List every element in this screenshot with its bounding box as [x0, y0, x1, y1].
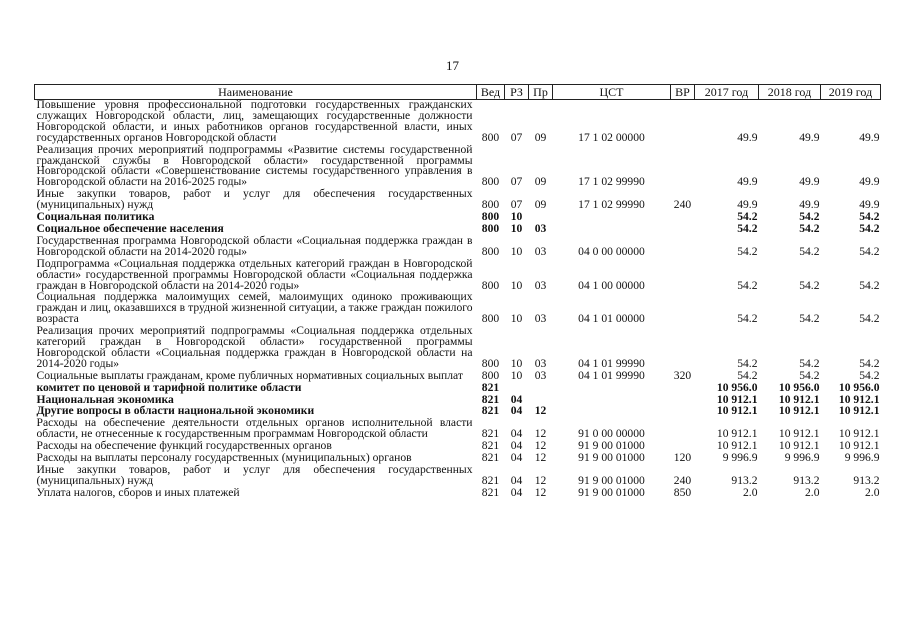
- row-vr: [671, 418, 695, 441]
- row-name: Подпрограмма «Социальная поддержка отдельных категорий граждан в Новгородской области» государственной программы Новгородской области «Социальная поддержка граждан в Новгородской области на 2014-2020 годы»: [36, 256, 473, 292]
- row-name: Социальная политика: [36, 210, 155, 224]
- row-pr: 03: [534, 356, 547, 370]
- row-2018: 2.0: [805, 485, 820, 499]
- header-ved: Вед: [477, 85, 505, 100]
- row-2019: 54.2: [859, 221, 880, 235]
- row-rz: 04: [510, 392, 523, 406]
- row-pr: 12: [534, 473, 547, 487]
- row-rz: 10: [510, 210, 523, 224]
- row-2017: 54.2: [737, 278, 758, 292]
- row-2017: 54.2: [737, 368, 758, 382]
- row-ved: 800: [481, 175, 500, 189]
- row-2019: 49.9: [859, 198, 880, 212]
- header-pr: Пр: [529, 85, 553, 100]
- row-rz: 10: [510, 356, 523, 370]
- row-2019: 2.0: [865, 485, 880, 499]
- row-2018: 9 996.9: [784, 451, 820, 465]
- row-ved: 821: [481, 485, 500, 499]
- row-pr: 12: [534, 485, 547, 499]
- row-name: Другие вопросы в области национальной экономики: [36, 404, 315, 418]
- row-ved: 800: [481, 210, 500, 224]
- table-row: [35, 189, 881, 212]
- row-ved: 800: [481, 130, 500, 144]
- row-pr: 03: [534, 312, 547, 326]
- row-2019: 49.9: [859, 130, 880, 144]
- row-vr: 240: [673, 473, 692, 487]
- row-name: Повышение уровня профессиональной подготовки государственных гражданских служащих Новгородской области, лиц, замещающих государственные должности Новгородской области, и иных работников органов государственной власти, иных государственных органов Новгородской области: [36, 98, 473, 144]
- row-cst: 91 9 00 01000: [578, 473, 645, 487]
- row-2018: 54.2: [799, 278, 820, 292]
- table-row: [35, 259, 881, 293]
- row-name: Иные закупки товаров, работ и услуг для обеспечения государственных (муниципальных) нужд: [36, 187, 473, 212]
- row-cst: 04 1 00 00000: [578, 278, 645, 292]
- budget-table: [34, 84, 881, 500]
- row-cst: 04 0 00 00000: [578, 244, 645, 258]
- row-rz: 10: [510, 244, 523, 258]
- table-row: [35, 145, 881, 190]
- row-ved: 800: [481, 356, 500, 370]
- row-rz: 10: [510, 278, 523, 292]
- row-cst: 91 9 00 01000: [578, 451, 645, 465]
- table-row: [35, 465, 881, 488]
- table-row: [35, 326, 881, 371]
- row-ved: 800: [481, 221, 500, 235]
- table-row: [35, 488, 881, 500]
- row-2019: 10 956.0: [838, 380, 880, 394]
- row-2019: 49.9: [859, 175, 880, 189]
- row-2018: 54.2: [799, 368, 820, 382]
- row-name: Расходы на обеспечение деятельности отдельных органов исполнительной власти области, не отнесенные к государственным программам Новгородской области: [36, 416, 473, 441]
- row-vr: 320: [673, 368, 692, 382]
- row-ved: 821: [481, 392, 500, 406]
- row-vr: [671, 145, 695, 190]
- row-cst: 91 9 00 01000: [578, 485, 645, 499]
- row-name: Расходы на обеспечение функций государственных органов: [36, 439, 332, 453]
- row-ved: 821: [481, 427, 500, 441]
- row-name: Социальное обеспечение населения: [36, 221, 224, 235]
- row-cst: [553, 212, 671, 224]
- row-2019: 913.2: [853, 473, 880, 487]
- row-2017: 2.0: [743, 485, 758, 499]
- row-2017: 54.2: [737, 221, 758, 235]
- table-row: [35, 236, 881, 259]
- row-2017: 10 912.1: [716, 439, 758, 453]
- row-vr: 850: [673, 485, 692, 499]
- row-pr: 12: [534, 404, 547, 418]
- row-2018: 10 912.1: [778, 392, 820, 406]
- table-row: [35, 418, 881, 441]
- row-ved: 821: [481, 404, 500, 418]
- row-cst: [553, 224, 671, 236]
- row-name: комитет по ценовой и тарифной политике области: [36, 380, 302, 394]
- row-pr: 09: [534, 175, 547, 189]
- row-ved: 821: [481, 380, 500, 394]
- row-vr: [671, 292, 695, 326]
- row-ved: 800: [481, 244, 500, 258]
- row-2018: 54.2: [799, 210, 820, 224]
- row-cst: 17 1 02 00000: [578, 130, 645, 144]
- row-cst: 17 1 02 99990: [578, 175, 645, 189]
- row-2019: 54.2: [859, 356, 880, 370]
- row-2019: 10 912.1: [838, 439, 880, 453]
- row-cst: 91 9 00 01000: [578, 439, 645, 453]
- row-2017: 9 996.9: [722, 451, 758, 465]
- row-name: Реализация прочих мероприятий подпрограммы «Развитие системы государственной гражданской службы в Новгородской области» государственной программы Новгородской области «Совершенствование системы государственного управления в Новгородской области на 2016-2025 годы»: [36, 142, 473, 189]
- row-rz: 04: [510, 485, 523, 499]
- row-pr: 09: [534, 130, 547, 144]
- row-ved: 821: [481, 439, 500, 453]
- row-2017: 54.2: [737, 312, 758, 326]
- row-2017: 913.2: [731, 473, 758, 487]
- row-cst: 17 1 02 99990: [578, 198, 645, 212]
- row-2018: 49.9: [799, 198, 820, 212]
- row-rz: 07: [510, 175, 523, 189]
- row-2019: 54.2: [859, 278, 880, 292]
- row-vr: [671, 406, 695, 418]
- row-2017: 49.9: [737, 130, 758, 144]
- row-rz: 10: [510, 368, 523, 382]
- row-pr: 12: [534, 427, 547, 441]
- row-vr: [671, 212, 695, 224]
- row-rz: 07: [510, 198, 523, 212]
- header-rz: РЗ: [505, 85, 529, 100]
- row-2019: 54.2: [859, 312, 880, 326]
- row-2017: 10 912.1: [716, 392, 758, 406]
- row-2019: 10 912.1: [838, 392, 880, 406]
- row-2017: 49.9: [737, 175, 758, 189]
- row-2017: 49.9: [737, 198, 758, 212]
- row-rz: 04: [510, 439, 523, 453]
- row-2017: 10 912.1: [716, 404, 758, 418]
- row-2019: 54.2: [859, 244, 880, 258]
- row-2019: 9 996.9: [844, 451, 880, 465]
- row-rz: 04: [510, 451, 523, 465]
- row-2018: 54.2: [799, 312, 820, 326]
- row-vr: [671, 383, 695, 395]
- row-name: Иные закупки товаров, работ и услуг для обеспечения государственных (муниципальных) нужд: [36, 463, 473, 487]
- row-2018: 10 912.1: [778, 404, 820, 418]
- row-pr: [529, 383, 553, 395]
- row-vr: [671, 259, 695, 293]
- row-2019: 54.2: [859, 210, 880, 224]
- row-2017: 54.2: [737, 356, 758, 370]
- header-2019: 2019 год: [821, 85, 881, 100]
- row-2017: 54.2: [737, 244, 758, 258]
- row-ved: 821: [481, 473, 500, 487]
- row-name: Социальная поддержка малоимущих семей, малоимущих одиноко проживающих граждан и лиц, оказавшихся в трудной жизненной ситуации, а также граждан пожилого возраста: [36, 290, 473, 326]
- row-2019: 54.2: [859, 368, 880, 382]
- row-pr: 03: [534, 221, 547, 235]
- row-cst: 91 0 00 00000: [578, 427, 645, 441]
- row-2019: 10 912.1: [838, 404, 880, 418]
- header-2018: 2018 год: [759, 85, 821, 100]
- row-rz: 04: [510, 427, 523, 441]
- row-2018: 54.2: [799, 356, 820, 370]
- row-cst: [553, 395, 671, 407]
- row-vr: [671, 100, 695, 145]
- row-pr: 12: [534, 451, 547, 465]
- row-rz: 04: [510, 473, 523, 487]
- row-rz: 07: [510, 130, 523, 144]
- row-name: Государственная программа Новгородской области «Социальная поддержка граждан в Новгородской области на 2014-2020 годы»: [36, 233, 473, 258]
- row-ved: 821: [481, 451, 500, 465]
- row-rz: 10: [510, 312, 523, 326]
- row-2018: 10 912.1: [778, 427, 820, 441]
- row-vr: [671, 224, 695, 236]
- row-2018: 10 956.0: [778, 380, 820, 394]
- row-2018: 54.2: [799, 221, 820, 235]
- row-name: Уплата налогов, сборов и иных платежей: [36, 485, 240, 499]
- row-2018: 10 912.1: [778, 439, 820, 453]
- row-2018: 913.2: [793, 473, 820, 487]
- row-ved: 800: [481, 368, 500, 382]
- row-ved: 800: [481, 198, 500, 212]
- row-rz: 04: [510, 404, 523, 418]
- table-row: [35, 292, 881, 326]
- row-ved: 800: [481, 312, 500, 326]
- header-2017: 2017 год: [695, 85, 759, 100]
- table-row: [35, 100, 881, 145]
- row-2018: 49.9: [799, 130, 820, 144]
- row-name: Реализация прочих мероприятий подпрограммы «Социальная поддержка отдельных категорий граждан в Новгородской области» государственной программы Новгородской области «Социальная поддержка граждан в Новгородской области на 2014-2020 годы»: [36, 324, 473, 370]
- row-vr: 240: [673, 198, 692, 212]
- row-cst: 04 1 01 00000: [578, 312, 645, 326]
- row-vr: [671, 236, 695, 259]
- row-pr: 12: [534, 439, 547, 453]
- page-number: 17: [446, 58, 459, 73]
- row-name: Национальная экономика: [36, 392, 174, 406]
- row-2019: 10 912.1: [838, 427, 880, 441]
- row-vr: [671, 326, 695, 371]
- row-2017: 54.2: [737, 210, 758, 224]
- header-cst: ЦСТ: [553, 85, 671, 100]
- header-name: Наименование: [35, 85, 477, 100]
- row-pr: 09: [534, 198, 547, 212]
- row-pr: 03: [534, 278, 547, 292]
- row-cst: 04 1 01 99990: [578, 356, 645, 370]
- header-vr: ВР: [671, 85, 695, 100]
- row-cst: 04 1 01 99990: [578, 368, 645, 382]
- row-2018: 54.2: [799, 244, 820, 258]
- row-ved: 800: [481, 278, 500, 292]
- row-pr: 03: [534, 368, 547, 382]
- row-pr: 03: [534, 244, 547, 258]
- row-cst: [553, 406, 671, 418]
- row-rz: 10: [510, 221, 523, 235]
- row-name: Социальные выплаты гражданам, кроме публичных нормативных социальных выплат: [36, 368, 463, 382]
- row-vr: [671, 395, 695, 407]
- row-vr: 120: [673, 451, 692, 465]
- row-2017: 10 912.1: [716, 427, 758, 441]
- row-cst: [553, 383, 671, 395]
- row-2018: 49.9: [799, 175, 820, 189]
- row-name: Расходы на выплаты персоналу государственных (муниципальных) органов: [36, 451, 412, 465]
- row-2017: 10 956.0: [716, 380, 758, 394]
